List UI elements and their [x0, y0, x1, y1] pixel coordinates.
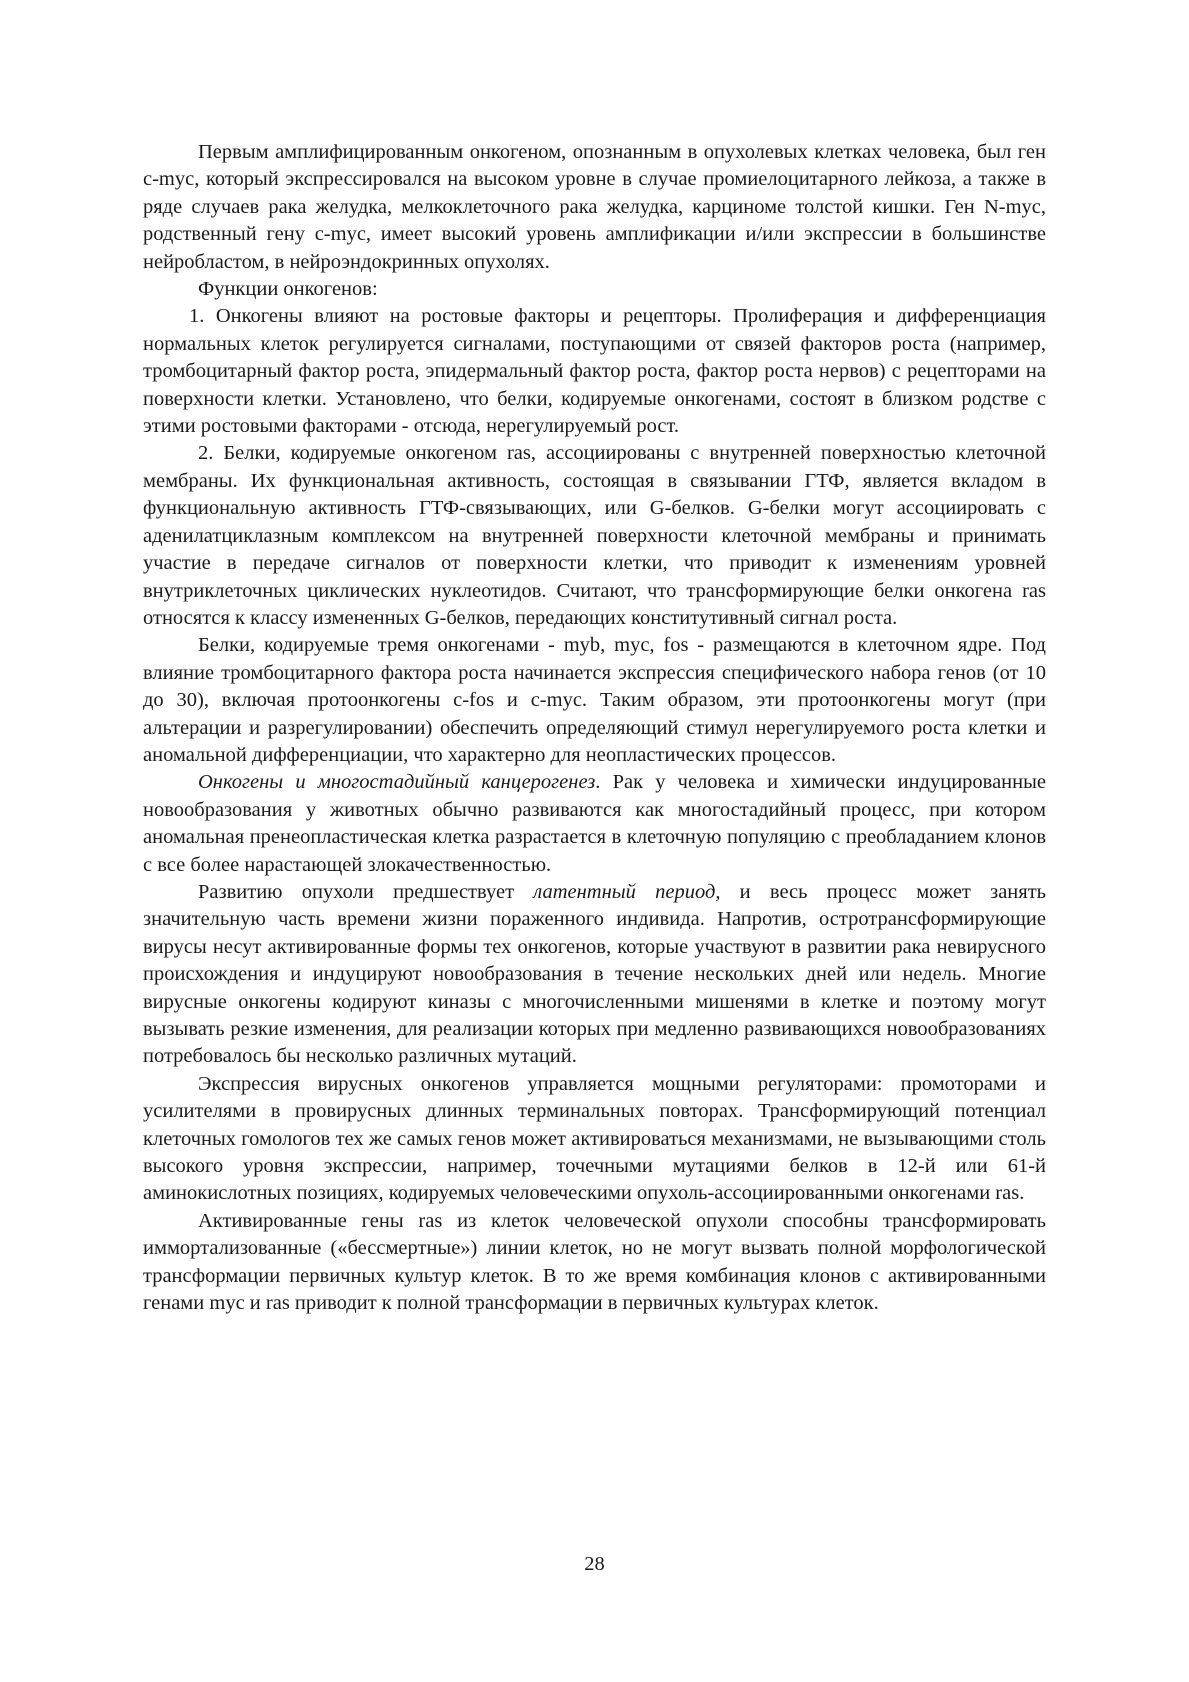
italic-term: Онкогены и многостадийный канцерогенез — [198, 771, 596, 794]
paragraph-multistage-carcinogenesis — [143, 769, 1046, 879]
paragraph-functions-heading: Функции онкогенов: — [198, 278, 378, 301]
paragraph-activated-ras: Активированные гены ras из клеток человеческой опухоли способны трансформировать иммортализованные («бессмертные») линии клеток, но не могут вызвать полной морфологической трансформации первичных культур клеток. В то же время комбинация клонов с активированными генами myc и ras приводит к полной трансформации в первичных культурах клеток. — [143, 1209, 1046, 1315]
paragraph-1: Первым амплифицированным онкогеном, опознанным в опухолевых клетках человека, был ген c-myc, который экспрессировался на высоком уровне в случае промиелоцитарного лейкоза, а также в ряде случаев рака желудка, мелкоклеточного рака желудка, карциноме толстой кишки. Ген N-myc, родственный гену c-myc, имеет высокий уровень амплификации и/или экспрессии в большинстве нейробластом, в нейроэндокринных опухолях. — [143, 141, 1046, 273]
paragraph-latent-period — [143, 879, 1046, 1071]
italic-term: латентный период, — [533, 880, 721, 903]
paragraph-viral-expression: Экспрессия вирусных онкогенов управляется мощными регуляторами: промоторами и усилителями в провирусных длинных терминальных повторах. Трансформирующий потенциал клеточных гомологов тех же самых генов может активироваться механизмами, не вызывающими столь высокого уровня экспрессии, например, точечными мутациями белков в 12-й или 61-й аминокислотных позициях, кодируемых человеческими опухоль-ассоциированными онкогенами ras. — [143, 1072, 1046, 1205]
paragraph-text: . Рак у человека и химически индуцированные новообразования у животных обычно развиваются как многостадийный процесс, при котором аномальная пренеопластическая клетка разрастается в клеточную популяцию с преобладанием клонов с все более нарастающей злокачественностью. — [143, 771, 1046, 876]
list-item-1: 1. Онкогены влияют на ростовые факторы и рецепторы. Пролиферация и дифференциация нормальных клеток регулируется сигналами, поступающими от связей факторов роста (например, тромбоцитарный фактор роста, эпидермальный фактор роста, фактор роста нервов) с рецепторами на поверхности клетки. Установлено, что белки, кодируемые онкогенами, состоят в близком родстве с этими ростовыми факторами - отсюда, нерегулируемый рост. — [143, 305, 1046, 438]
list-item-2: 2. Белки, кодируемые онкогеном ras, ассоциированы с внутренней поверхностью клеточной мембраны. Их функциональная активность, состоящая в связывании ГТФ, является вкладом в функциональную активность ГТФ-связывающих, или G-белков. G-белки могут ассоциировать с аденилатциклазным комплексом на внутренней поверхности клеточной мембраны и принимать участие в передаче сигналов от поверхности клетки, что приводит к изменениям уровней внутриклеточных циклических нуклеотидов. Считают, что трансформирующие белки онкогена ras относятся к классу измененных G-белков, передающих конститутивный сигнал роста. — [143, 442, 1046, 629]
paragraph-text: и весь процесс может занять значительную часть времени жизни пораженного индивида. Напротив, остротрансформирующие вирусы несут активированные формы тех онкогенов, которые участвуют в развитии рака невирусного происхождения и индуцируют новообразования в течение нескольких дней или недель. Многие вирусные онкогены кодируют киназы с многочисленными мишенями в клетке и поэтому могут вызывать резкие изменения, для реализации которых при медленно развивающихся новообразованиях потребовалось бы несколько различных мутаций. — [143, 880, 1047, 1068]
page-number: 28 — [584, 1553, 605, 1575]
paragraph-text-before: Развитию опухоли предшествует — [198, 880, 534, 903]
paragraph-nuclear-oncogenes: Белки, кодируемые тремя онкогенами - myb, myc, fos - размещаются в клеточном ядре. Под влияние тромбоцитарного фактора роста начинается экспрессия специфического набора генов (от 10 до 30), включая протоонкогены c-fos и c-myc. Таким образом, эти протоонкогены могут (при альтерации и разрегулировании) обеспечить определяющий стимул нерегулируемого роста клетки и аномальной дифференциации, что характерно для неопластических процессов. — [143, 634, 1046, 766]
document-page — [143, 139, 1046, 1317]
